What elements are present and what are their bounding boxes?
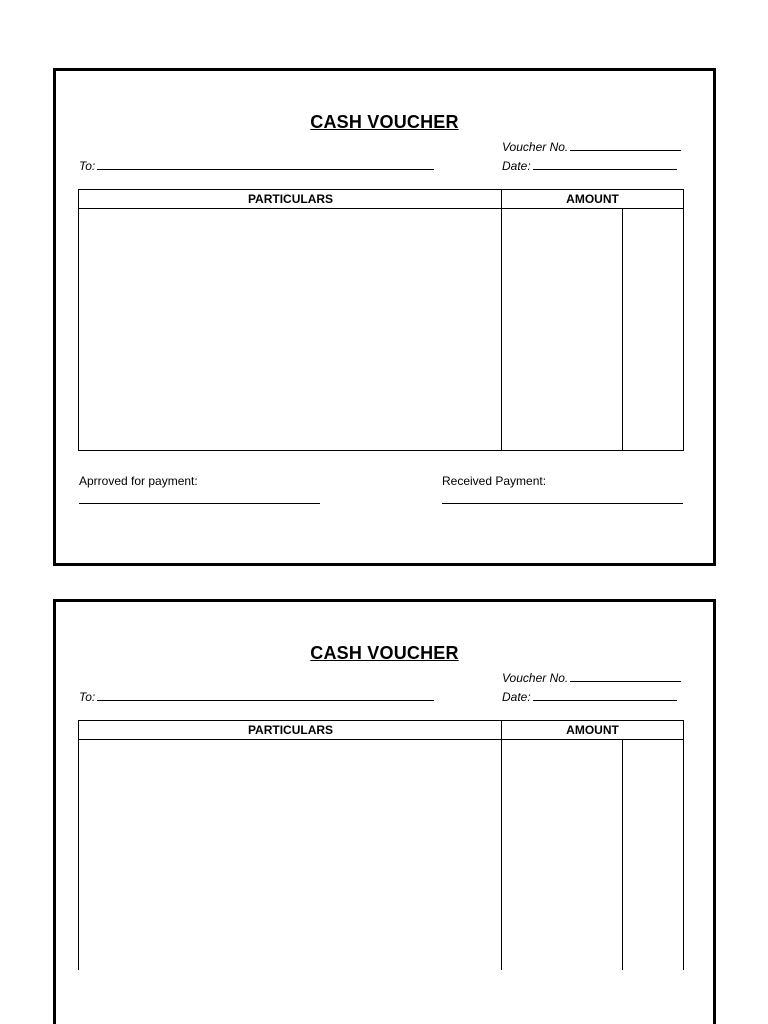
received-payment-label: Received Payment: (442, 474, 547, 488)
to-blank[interactable] (97, 688, 434, 701)
to-label: To: (79, 690, 96, 704)
cash-voucher-1 (53, 68, 716, 566)
received-signature-line[interactable] (442, 503, 683, 504)
to-field[interactable] (79, 688, 434, 704)
amount-subdivider (622, 209, 623, 450)
date-blank[interactable] (533, 688, 677, 701)
particulars-column-header: PARTICULARS (247, 723, 334, 737)
to-field[interactable] (79, 157, 434, 173)
cash-voucher-2 (53, 599, 716, 1024)
voucher-no-label: Voucher No. (502, 671, 569, 685)
voucher-no-field[interactable] (502, 669, 681, 685)
voucher-no-blank[interactable] (570, 138, 681, 151)
approved-signature-line[interactable] (79, 503, 320, 504)
date-label: Date: (502, 159, 531, 173)
date-field[interactable] (502, 688, 677, 704)
voucher-no-field[interactable] (502, 138, 681, 154)
amount-column-header: AMOUNT (566, 192, 619, 206)
column-divider (501, 721, 502, 970)
to-label: To: (79, 159, 96, 173)
voucher-title: CASH VOUCHER (310, 112, 459, 132)
amount-column-header: AMOUNT (566, 723, 619, 737)
amount-subdivider (622, 740, 623, 970)
particulars-table (78, 189, 684, 451)
particulars-column-header: PARTICULARS (247, 192, 334, 206)
to-blank[interactable] (97, 157, 434, 170)
date-field[interactable] (502, 157, 677, 173)
date-label: Date: (502, 690, 531, 704)
voucher-no-blank[interactable] (570, 669, 681, 682)
table-header (79, 190, 683, 209)
table-header (79, 721, 683, 740)
column-divider (501, 190, 502, 450)
particulars-table (78, 720, 684, 970)
voucher-no-label: Voucher No. (502, 140, 569, 154)
date-blank[interactable] (533, 157, 677, 170)
voucher-title: CASH VOUCHER (310, 643, 459, 663)
approved-for-payment-label: Aprroved for payment: (79, 474, 198, 488)
